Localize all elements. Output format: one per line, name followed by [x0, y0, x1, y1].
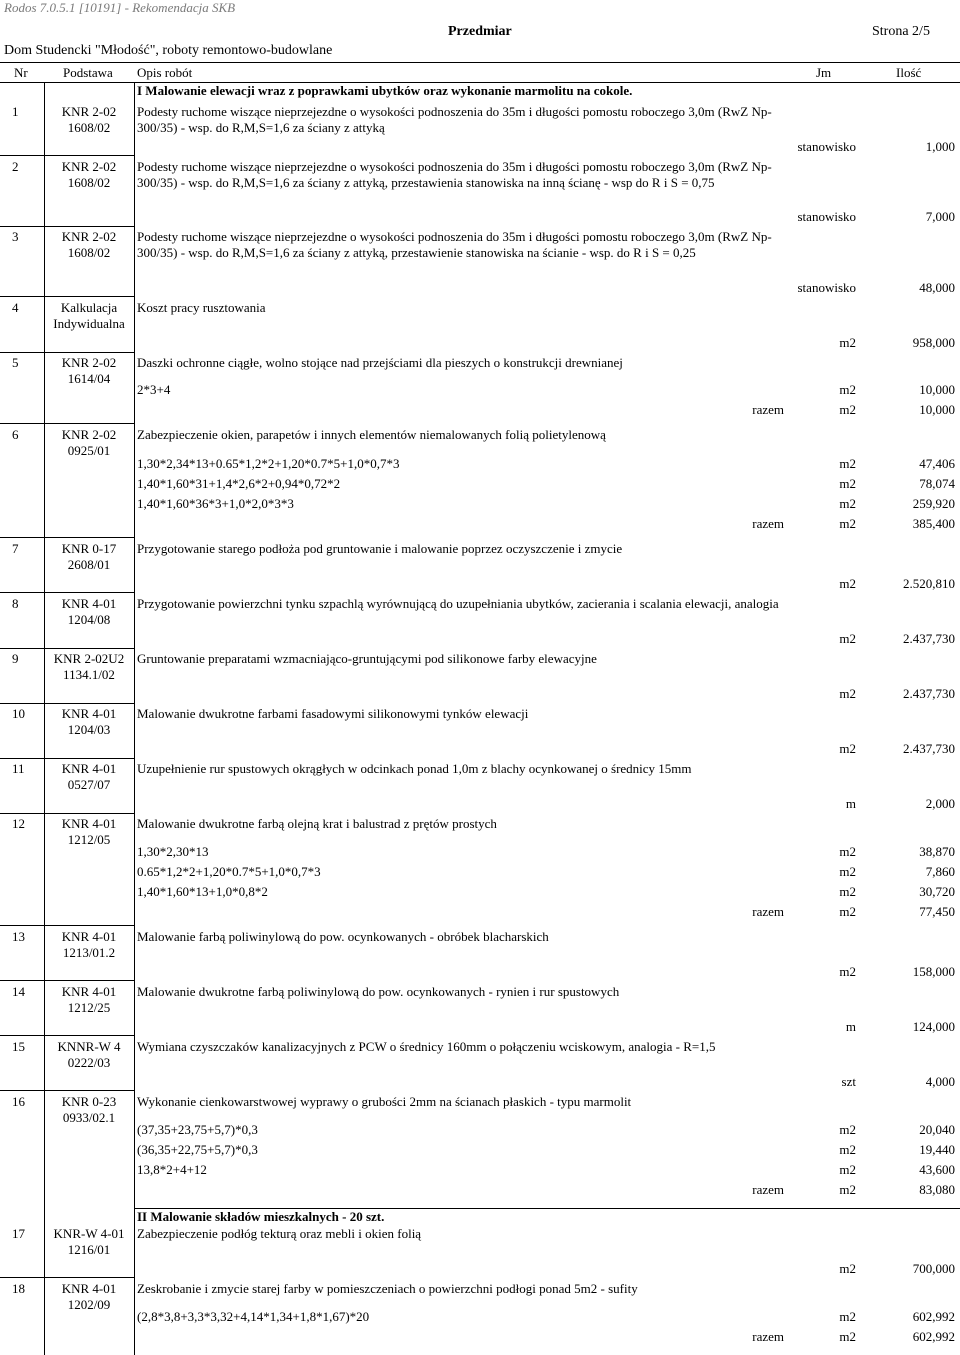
row-separator — [0, 813, 134, 814]
item-basis-line: 0222/03 — [67, 1055, 111, 1070]
item-number: 9 — [12, 651, 19, 666]
row-separator — [0, 1090, 134, 1091]
item-description: Malowanie dwukrotne farbami fasadowymi silikonowymi tynków elewacji — [137, 706, 529, 721]
razem-quantity: 385,400 — [912, 516, 955, 531]
item-unit: stanowisko — [797, 209, 856, 224]
item-number: 15 — [12, 1039, 25, 1054]
item-basis — [44, 596, 134, 628]
item-unit: szt — [841, 1074, 856, 1089]
item-basis — [44, 355, 134, 387]
item-description: Koszt pracy rusztowania — [137, 300, 266, 315]
row-separator — [0, 925, 134, 926]
item-quantity: 4,000 — [925, 1074, 955, 1089]
measurement-formula: 1,40*1,60*13+1,0*0,8*2 — [137, 884, 268, 899]
row-separator — [0, 648, 134, 649]
measurement-formula: 1,30*2,30*13 — [137, 844, 209, 859]
item-number: 10 — [12, 706, 25, 721]
item-basis — [44, 159, 134, 191]
measurement-quantity: 30,720 — [919, 884, 955, 899]
item-basis-line: KNR 0-17 — [61, 541, 117, 556]
item-number: 4 — [12, 300, 19, 315]
item-unit: m2 — [839, 576, 856, 591]
razem-unit: m2 — [839, 1182, 856, 1197]
row-separator — [0, 703, 134, 704]
measurement-quantity: 43,600 — [919, 1162, 955, 1177]
item-unit: m2 — [839, 741, 856, 756]
row-separator — [0, 423, 134, 424]
item-basis-line: KNR 2-02 — [61, 355, 117, 370]
measurement-unit: m2 — [839, 456, 856, 471]
item-number: 5 — [12, 355, 19, 370]
measurement-quantity: 20,040 — [919, 1122, 955, 1137]
item-description: Daszki ochronne ciągłe, wolno stojące nad przejściami dla pieszych o konstrukcji drewnianej — [137, 355, 623, 370]
item-basis — [44, 541, 134, 573]
row-separator — [0, 155, 134, 156]
item-number: 1 — [12, 104, 19, 119]
razem-unit: m2 — [839, 1329, 856, 1344]
razem-unit: m2 — [839, 402, 856, 417]
measurement-unit: m2 — [839, 844, 856, 859]
measurement-quantity: 7,860 — [925, 864, 955, 879]
item-basis-line: Kalkulacja — [60, 300, 118, 315]
item-description: Malowanie dwukrotne farbą olejną krat i balustrad z prętów prostych — [137, 816, 497, 831]
measurement-quantity: 38,870 — [919, 844, 955, 859]
measurement-quantity: 259,920 — [912, 496, 955, 511]
measurement-quantity: 10,000 — [919, 382, 955, 397]
razem-quantity: 77,450 — [919, 904, 955, 919]
item-basis — [44, 651, 134, 683]
row-separator — [0, 296, 134, 297]
item-basis-line: KNR 0-23 — [61, 1094, 117, 1109]
item-quantity: 48,000 — [919, 280, 955, 295]
item-basis-line: KNR 4-01 — [61, 984, 117, 999]
item-basis-line: 2608/01 — [67, 557, 111, 572]
row-separator — [0, 1035, 134, 1036]
item-unit: stanowisko — [797, 280, 856, 295]
item-number: 11 — [12, 761, 25, 776]
item-unit: m2 — [839, 1261, 856, 1276]
item-number: 18 — [12, 1281, 25, 1296]
item-basis-line: 1608/02 — [67, 245, 111, 260]
measurement-formula: (36,35+22,75+5,7)*0,3 — [137, 1142, 258, 1157]
item-basis-line: KNR 4-01 — [61, 761, 117, 776]
item-basis-line: 1212/25 — [67, 1000, 111, 1015]
razem-quantity: 602,992 — [912, 1329, 955, 1344]
measurement-formula: 1,30*2,34*13+0.65*1,2*2+1,20*0.7*5+1,0*0,7*3 — [137, 456, 400, 471]
column-opis: Opis robót — [137, 65, 193, 80]
item-number: 17 — [12, 1226, 25, 1241]
item-quantity: 2,000 — [925, 796, 955, 811]
item-basis-line: KNR 4-01 — [61, 596, 117, 611]
column-nr: Nr — [14, 65, 28, 80]
item-unit: stanowisko — [797, 139, 856, 154]
item-basis-line: 0925/01 — [67, 443, 111, 458]
item-basis-line: KNR 2-02 — [61, 229, 117, 244]
item-basis — [44, 1039, 134, 1071]
row-separator — [0, 758, 134, 759]
row-separator — [0, 592, 134, 593]
item-basis-line: KNR 2-02 — [61, 104, 117, 119]
item-number: 12 — [12, 816, 25, 831]
item-basis-line: 1134.1/02 — [63, 667, 115, 682]
item-description: Zeskrobanie i zmycie starej farby w pomieszczeniach o powierzchni podłogi ponad 5m2 - sufity — [137, 1281, 638, 1296]
item-quantity: 1,000 — [925, 139, 955, 154]
measurement-unit: m2 — [839, 884, 856, 899]
item-basis-line: KNR 2-02 — [61, 427, 117, 442]
section-rule — [134, 1208, 960, 1209]
item-basis-line: 1212/05 — [67, 832, 111, 847]
item-basis — [44, 1226, 134, 1258]
row-separator — [0, 1277, 134, 1278]
measurement-quantity: 602,992 — [912, 1309, 955, 1324]
item-number: 6 — [12, 427, 19, 442]
item-basis — [44, 984, 134, 1016]
item-quantity: 2.437,730 — [903, 686, 955, 701]
razem-label: razem — [752, 1182, 784, 1197]
razem-label: razem — [752, 904, 784, 919]
razem-unit: m2 — [839, 516, 856, 531]
item-basis — [44, 1094, 134, 1126]
item-quantity: 2.520,810 — [903, 576, 955, 591]
measurement-formula: (2,8*3,8+3,3*3,32+4,14*1,34+1,8*1,67)*20 — [137, 1309, 370, 1324]
razem-label: razem — [752, 516, 784, 531]
razem-label: razem — [752, 1329, 784, 1344]
item-basis-line: KNR 4-01 — [61, 1281, 117, 1296]
item-basis-line: KNR 2-02 — [61, 159, 117, 174]
razem-quantity: 83,080 — [919, 1182, 955, 1197]
item-unit: m2 — [839, 686, 856, 701]
item-unit: m — [845, 1019, 856, 1034]
item-basis-line: 1608/02 — [67, 120, 111, 135]
item-basis-line: 1204/03 — [67, 722, 111, 737]
item-basis-line: 1608/02 — [67, 175, 111, 190]
razem-label: razem — [752, 402, 784, 417]
item-description: Malowanie farbą poliwinylową do pow. ocynkowanych - obróbek blacharskich — [137, 929, 549, 944]
item-basis — [44, 929, 134, 961]
item-number: 8 — [12, 596, 19, 611]
item-description: Podesty ruchome wiszące nieprzejezdne o wysokości podnoszenia do 35m i długości pomostu roboczego 3,0m (RwZ Np-300/35) - wsp. do R,M,S=1,6 za ściany z attyką — [137, 104, 772, 135]
item-number: 13 — [12, 929, 25, 944]
razem-unit: m2 — [839, 904, 856, 919]
item-number: 14 — [12, 984, 25, 999]
item-description: Malowanie dwukrotne farbą poliwinylową do pow. ocynkowanych - rynien i rur spustowych — [137, 984, 620, 999]
item-quantity: 7,000 — [925, 209, 955, 224]
measurement-unit: m2 — [839, 1122, 856, 1137]
item-description: Wykonanie cienkowarstwowej wyprawy o grubości 2mm na ścianach płaskich - typu marmolit — [137, 1094, 632, 1109]
item-basis-line: KNR 4-01 — [61, 706, 117, 721]
column-podstawa: Podstawa — [63, 65, 113, 80]
measurement-unit: m2 — [839, 496, 856, 511]
item-quantity: 2.437,730 — [903, 631, 955, 646]
item-basis-line: KNNR-W 4 — [57, 1039, 121, 1054]
item-basis — [44, 816, 134, 848]
item-basis-line: KNR-W 4-01 — [53, 1226, 125, 1241]
measurement-quantity: 47,406 — [919, 456, 955, 471]
item-quantity: 124,000 — [912, 1019, 955, 1034]
item-basis-line: Indywidualna — [53, 316, 125, 331]
item-description: Uzupełnienie rur spustowych okrągłych w odcinkach ponad 1,0m z blachy ocynkowanej o średnicy 15mm — [137, 761, 692, 776]
item-basis — [44, 761, 134, 793]
item-basis — [44, 300, 134, 332]
item-number: 2 — [12, 159, 19, 174]
column-separator — [134, 82, 135, 1355]
header-top-rule — [0, 62, 960, 63]
app-title: Rodos 7.0.5.1 [10191] - Rekomendacja SKB — [4, 0, 236, 15]
row-separator — [0, 226, 134, 227]
item-basis-line: 1202/09 — [67, 1297, 111, 1312]
item-basis-line: 1614/04 — [67, 371, 111, 386]
column-jm: Jm — [816, 65, 832, 80]
item-unit: m2 — [839, 631, 856, 646]
measurement-unit: m2 — [839, 1142, 856, 1157]
item-number: 16 — [12, 1094, 25, 1109]
measurement-unit: m2 — [839, 476, 856, 491]
item-unit: m2 — [839, 964, 856, 979]
row-separator — [0, 537, 134, 538]
item-description: Podesty ruchome wiszące nieprzejezdne o wysokości podnoszenia do 35m i długości pomostu roboczego 3,0m (RwZ Np-300/35) - wsp. do R,M,S=1,6 za ściany z attyką, przestawienia stanowiska na inną ścianę - wsp do R i S = 0,75 — [137, 159, 772, 190]
section-title: II Malowanie składów mieszkalnych - 20 szt. — [137, 1209, 385, 1224]
item-description: Gruntowanie preparatami wzmacniająco-gruntującymi pod silikonowe farby elewacyjne — [137, 651, 597, 666]
item-description: Przygotowanie starego podłoża pod gruntowanie i malowanie poprzez oczyszczenie i zmycie — [137, 541, 623, 556]
item-basis-line: KNR 4-01 — [61, 816, 117, 831]
item-quantity: 158,000 — [912, 964, 955, 979]
item-unit: m2 — [839, 335, 856, 350]
item-basis-line: KNR 4-01 — [61, 929, 117, 944]
razem-quantity: 10,000 — [919, 402, 955, 417]
measurement-quantity: 78,074 — [919, 476, 955, 491]
item-basis-line: 0527/07 — [67, 777, 111, 792]
item-basis-line: 1216/01 — [67, 1242, 111, 1257]
measurement-formula: 1,40*1,60*31+1,4*2,6*2+0,94*0,72*2 — [137, 476, 341, 491]
measurement-unit: m2 — [839, 864, 856, 879]
item-number: 3 — [12, 229, 19, 244]
item-description: Wymiana czyszczaków kanalizacyjnych z PCW o średnicy 160mm o połączeniu wciskowym, analogia - R=1,5 — [137, 1039, 716, 1054]
measurement-formula: 13,8*2+4+12 — [137, 1162, 207, 1177]
item-basis — [44, 1281, 134, 1313]
item-quantity: 958,000 — [912, 335, 955, 350]
item-basis — [44, 427, 134, 459]
measurement-formula: (37,35+23,75+5,7)*0,3 — [137, 1122, 258, 1137]
item-description: Zabezpieczenie podłóg tekturą oraz mebli i okien folią — [137, 1226, 422, 1241]
item-description: Podesty ruchome wiszące nieprzejezdne o wysokości podnoszenia do 35m i długości pomostu roboczego 3,0m (RwZ Np-300/35) - wsp. do R,M,S=1,6 za ściany z attyką, przestawienie stanowiska na ścianie - wsp. do R i S = 0,25 — [137, 229, 772, 260]
item-basis — [44, 104, 134, 136]
item-basis — [44, 706, 134, 738]
measurement-formula: 2*3+4 — [137, 382, 171, 397]
item-basis-line: 1213/01.2 — [62, 945, 116, 960]
measurement-unit: m2 — [839, 382, 856, 397]
item-quantity: 700,000 — [912, 1261, 955, 1276]
item-unit: m — [845, 796, 856, 811]
measurement-unit: m2 — [839, 1162, 856, 1177]
item-number: 7 — [12, 541, 19, 556]
item-basis — [44, 229, 134, 261]
project-title: Dom Studencki "Młodość", roboty remontowo-budowlane — [4, 43, 333, 58]
measurement-formula: 1,40*1,60*36*3+1,0*2,0*3*3 — [137, 496, 294, 511]
section-title: I Malowanie elewacji wraz z poprawkami ubytków oraz wykonanie marmolitu na cokole. — [137, 83, 633, 98]
item-basis-line: 1204/08 — [67, 612, 111, 627]
column-ilosc: Ilość — [896, 65, 922, 80]
item-basis-line: KNR 2-02U2 — [53, 651, 125, 666]
item-quantity: 2.437,730 — [903, 741, 955, 756]
row-separator — [0, 352, 134, 353]
item-description: Przygotowanie powierzchni tynku szpachlą wyrównującą do uzupełniania ubytków, zacierania i scalania elewacji, analogia — [137, 596, 779, 611]
measurement-quantity: 19,440 — [919, 1142, 955, 1157]
row-separator — [0, 980, 134, 981]
item-basis-line: 0933/02.1 — [62, 1110, 116, 1125]
measurement-unit: m2 — [839, 1309, 856, 1324]
document-title: Przedmiar — [448, 24, 512, 39]
page-number: Strona 2/5 — [872, 24, 930, 39]
item-description: Zabezpieczenie okien, parapetów i innych elementów niemalowanych folią polietylenową — [137, 427, 606, 442]
measurement-formula: 0.65*1,2*2+1,20*0.7*5+1,0*0,7*3 — [137, 864, 321, 879]
